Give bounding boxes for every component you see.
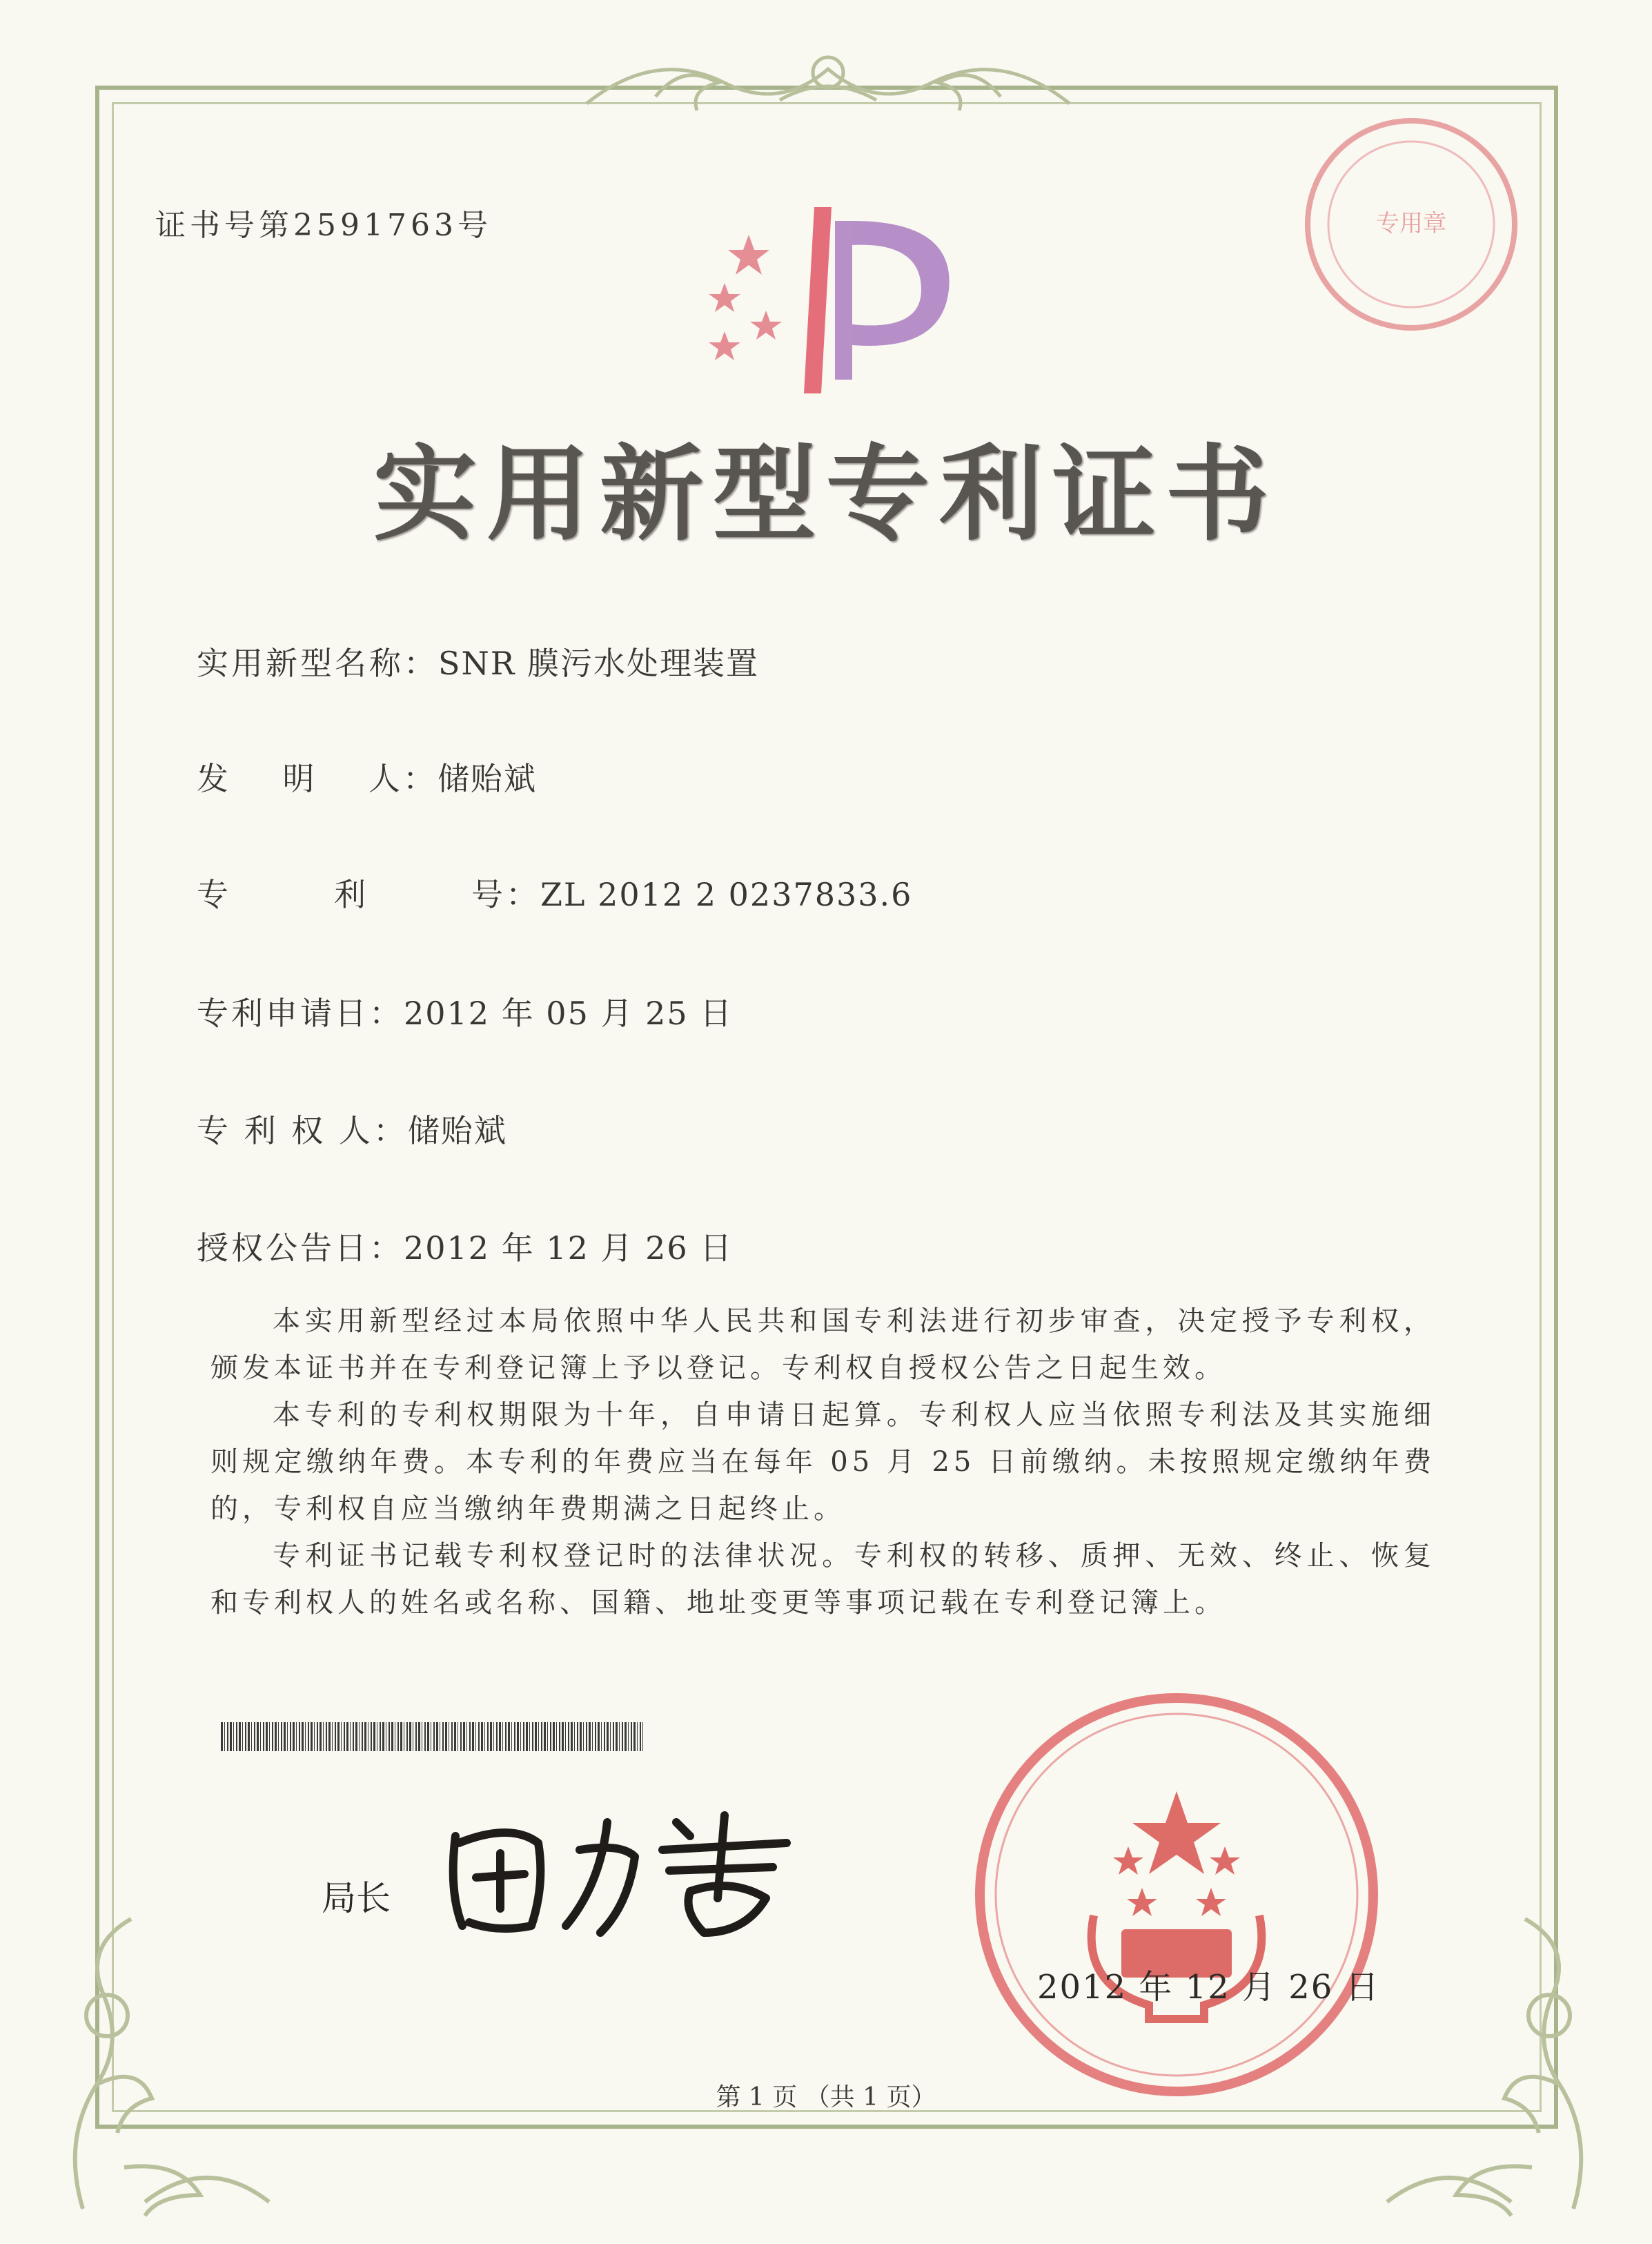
field-value: SNR 膜污水处理装置 [438,645,760,682]
barcode [221,1722,643,1751]
field-inventor [197,754,537,799]
field-application-date [197,988,733,1034]
field-label: 专 利 权 人： [197,1112,408,1149]
field-utility-model-name [197,638,759,684]
certificate-body [210,1298,1435,1626]
field-value: 储贻斌 [407,1112,507,1149]
director-signature [442,1795,814,1953]
field-label: 授权公告日： [197,1229,404,1267]
field-grant-date [197,1223,733,1269]
bottom-left-ornament [41,1877,304,2223]
field-patent-number [197,870,912,915]
certificate-title: 实用新型专利证书 [373,433,1279,555]
body-paragraph: 本实用新型经过本局依照中华人民共和国专利法进行初步审查，决定授予专利权，颁发本证书并在专利登记簿上予以登记。专利权自授权公告之日起生效。 [210,1305,1435,1384]
patent-office-logo [700,193,976,393]
field-label: 专 利 号： [197,876,540,913]
official-seal [970,1688,1384,2102]
director-title: 局长 [322,1878,391,1918]
field-patentee [197,1106,507,1151]
issue-date: 2012 年 12 月 26 日 [1037,1968,1380,2007]
page-number: 第 1 页 （共 1 页） [716,2083,936,2111]
field-value: 2012 年 05 月 25 日 [404,995,734,1032]
body-paragraph: 专利证书记载专利权登记时的法律状况。专利权的转移、质押、无效、终止、恢复和专利权人的姓名或名称、国籍、地址变更等事项记载在专利登记簿上。 [210,1540,1435,1619]
field-label: 发 明 人： [197,760,437,797]
certificate-number: 证书号第2591763号 [155,208,492,243]
field-label: 专利申请日： [197,995,404,1032]
field-value: ZL 2012 2 0237833.6 [540,876,913,913]
top-ornament [573,41,1083,117]
department-seal [1297,110,1525,338]
field-label: 实用新型名称： [197,645,438,682]
department-seal-inner-text: 专用章 [1376,210,1446,237]
field-value: 储贻斌 [437,760,537,797]
bottom-right-ornament [1353,1877,1615,2223]
body-paragraph: 本专利的专利权期限为十年，自申请日起算。专利权人应当依照专利法及其实施细则规定缴纳年费。本专利的年费应当在每年 05 月 25 日前缴纳。未按照规定缴纳年费的，专利权自应当缴纳年费期满之日起终止。 [210,1399,1435,1525]
field-value: 2012 年 12 月 26 日 [404,1229,734,1267]
